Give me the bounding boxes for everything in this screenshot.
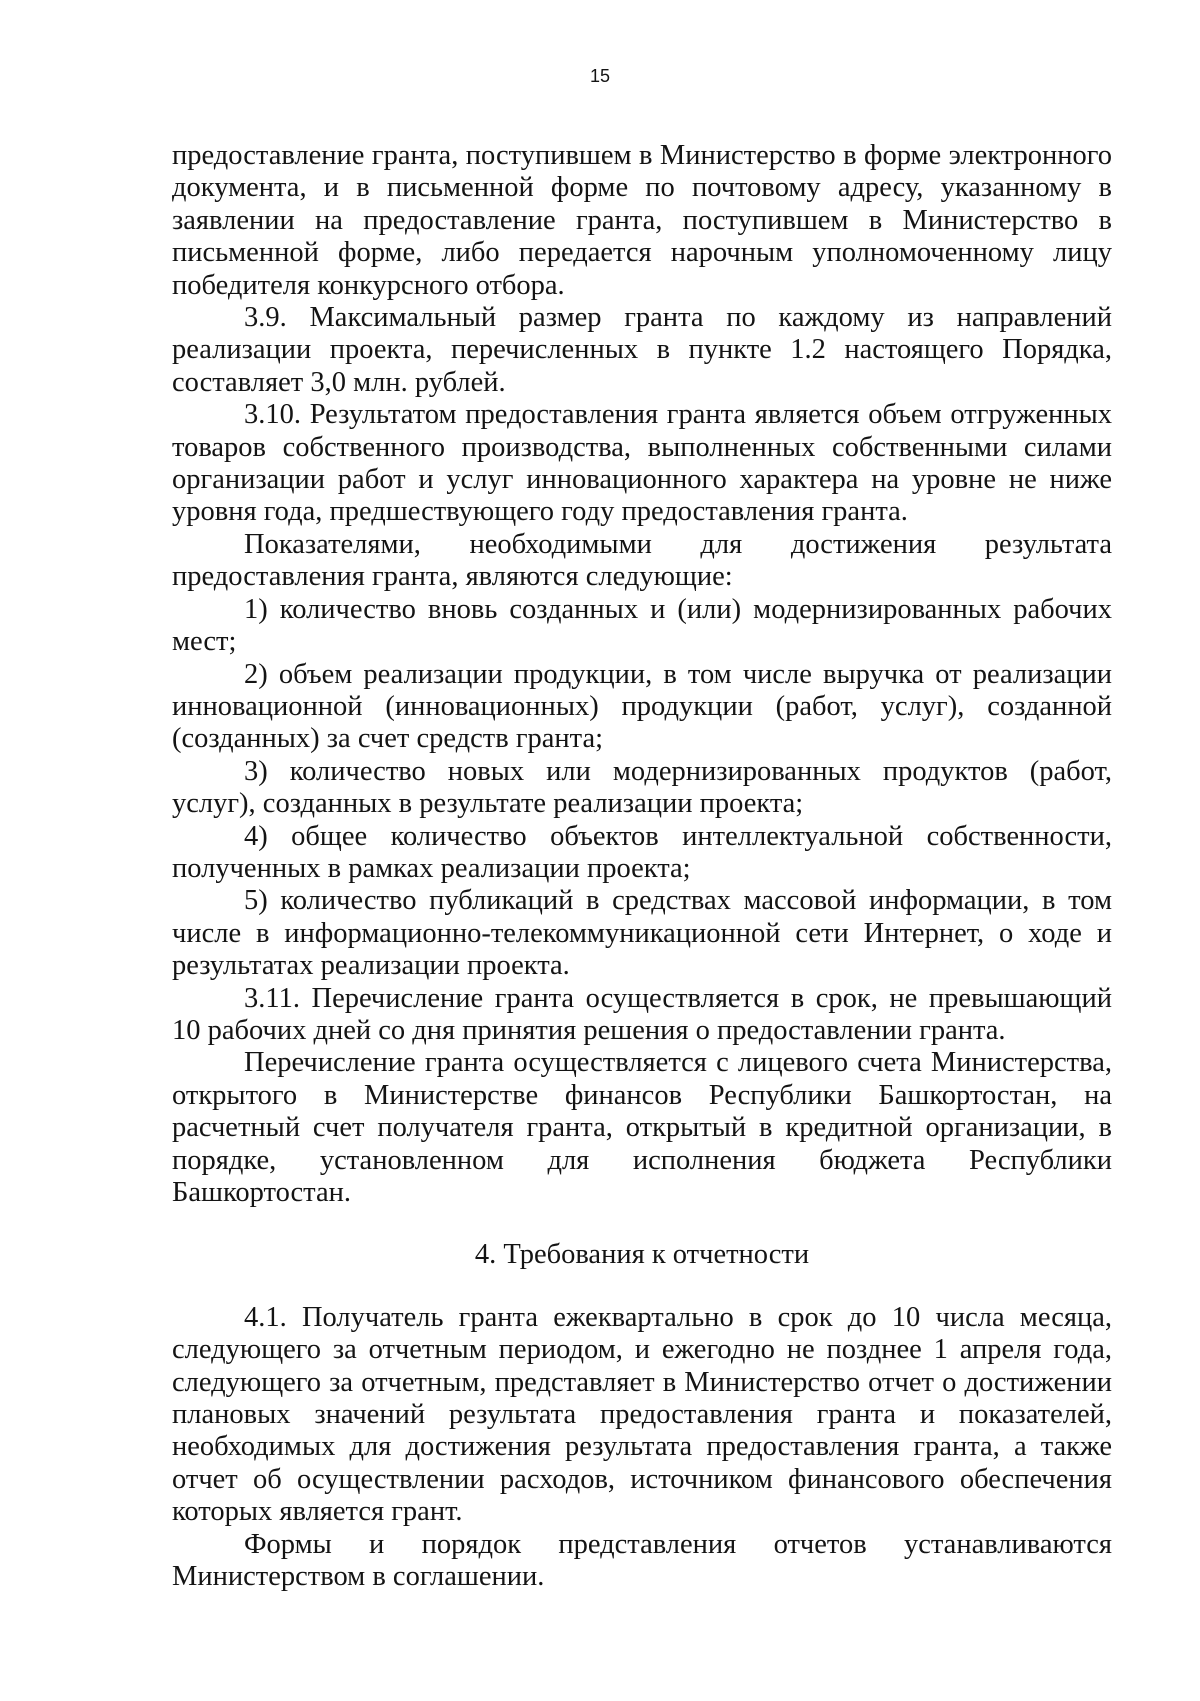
page-number: 15 [589,66,611,86]
paragraph-indicators-intro: Показателями, необходимыми для достижения результата предоставления гранта, являются следующие: [172,528,1112,593]
paragraph-report-forms: Формы и порядок представления отчетов устанавливаются Министерством в соглашении. [172,1528,1112,1593]
paragraph-3-10-grant-result: 3.10. Результатом предоставления гранта является объем отгруженных товаров собственного производства, выполненных собственными силами организации работ и услуг инновационного характера на уровне не ниже уровня года, предшествующего году предоставления гранта. [172,399,1112,528]
indicator-item-3: 3) количество новых или модернизированных продуктов (работ, услуг), созданных в результате реализации проекта; [172,755,1112,820]
paragraph-transfer-account: Перечисление гранта осуществляется с лицевого счета Министерства, открытого в Министерстве финансов Республики Башкортостан, на расчетный счет получателя гранта, открытый в кредитной организации, в порядке, установленном для исполнения бюджета Республики Башкортостан. [172,1047,1112,1208]
paragraph-grant-notice-continued: предоставление гранта, поступившем в Министерство в форме электронного документа, и в письменной форме по почтовому адресу, указанному в заявлении на предоставление гранта, поступившем в Министерство в письменной форме, либо передается нарочным уполномоченному лицу победителя конкурсного отбора. [172,140,1112,301]
indicator-item-1: 1) количество вновь созданных и (или) модернизированных рабочих мест; [172,593,1112,658]
paragraph-4-1-reporting: 4.1. Получатель гранта ежеквартально в срок до 10 числа месяца, следующего за отчетным периодом, и ежегодно не позднее 1 апреля года, следующего за отчетным, представляет в Министерство отчет о достижении плановых значений результата предоставления гранта и показателей, необходимых для достижения результата предоставления гранта, а также отчет об осуществлении расходов, источником финансового обеспечения которых является грант. [172,1301,1112,1528]
section-heading-reporting: 4. Требования к отчетности [474,1239,810,1271]
indicator-item-2: 2) объем реализации продукции, в том числе выручка от реализации инновационной (инновационных) продукции (работ, услуг), созданной (созданных) за счет средств гранта; [172,658,1112,755]
paragraph-3-11-transfer-term: 3.11. Перечисление гранта осуществляется в срок, не превышающий 10 рабочих дней со дня принятия решения о предоставлении гранта. [172,982,1112,1046]
indicator-item-5: 5) количество публикаций в средствах массовой информации, в том числе в информационно-телекоммуникационной сети Интернет, о ходе и результатах реализации проекта. [172,885,1112,982]
indicator-item-4: 4) общее количество объектов интеллектуальной собственности, полученных в рамках реализации проекта; [172,820,1112,884]
paragraph-3-9-max-grant: 3.9. Максимальный размер гранта по каждому из направлений реализации проекта, перечисленных в пункте 1.2 настоящего Порядка, составляет 3,0 млн. рублей. [172,302,1112,398]
document-body [172,140,1112,1593]
